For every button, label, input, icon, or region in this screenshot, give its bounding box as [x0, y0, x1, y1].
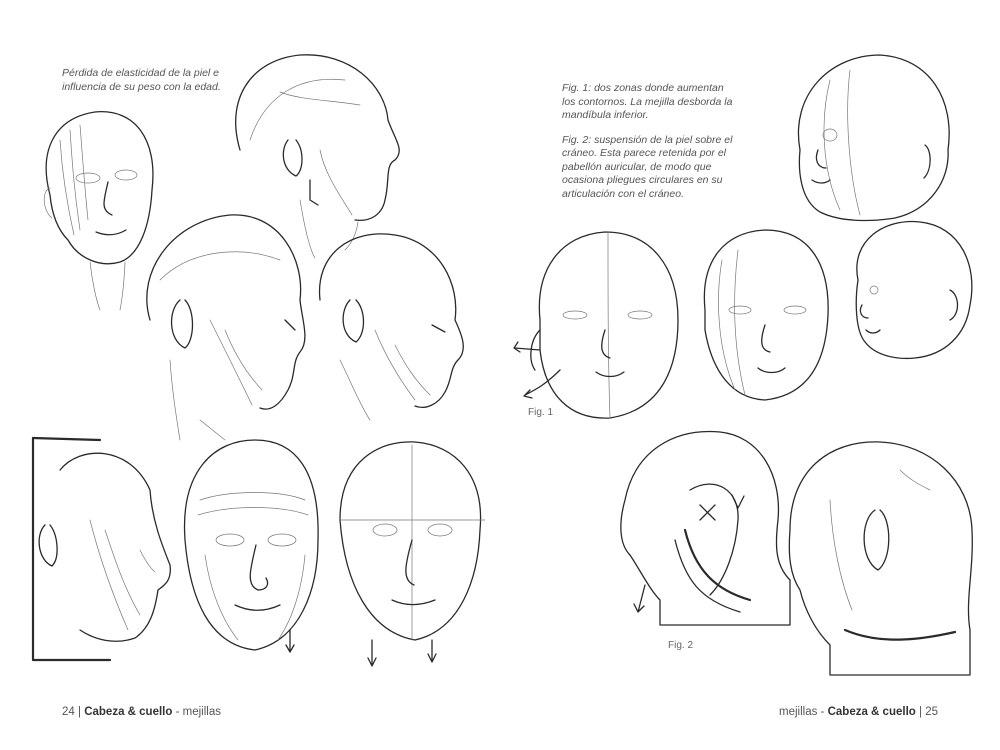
left-folio-section: Cabeza & cuello	[84, 706, 173, 718]
left-folio-subsection: mejillas	[182, 706, 221, 718]
fig1-baby-front-variant	[704, 230, 828, 400]
fig1-baby-front	[514, 232, 678, 418]
folio-dash-right: -	[820, 706, 825, 718]
right-page-number: 25	[925, 706, 938, 718]
sketch-profile-top	[236, 55, 400, 258]
sketch-baby-three-quarter	[798, 55, 949, 220]
fig2-label: Fig. 2	[668, 640, 694, 651]
folio-separator-right: |	[919, 706, 922, 718]
right-sketches	[500, 0, 1000, 750]
right-page	[500, 0, 1000, 750]
fig1-label: Fig. 1	[528, 407, 554, 418]
right-folio	[779, 706, 938, 718]
sketch-baby-profile	[856, 222, 972, 359]
left-page-number: 24	[62, 706, 75, 718]
sketch-profile-middle-left	[147, 215, 305, 440]
right-folio-subsection: mejillas	[779, 706, 818, 718]
sketch-front-skull	[340, 442, 485, 666]
fig2-caption: Fig. 2: suspensión de la piel sobre el cráneo. Esta parece retenida por el pabellón auricular, de modo que ocasiona pliegues circulares en su articulación con el cráneo.	[562, 133, 733, 200]
fig2-head-profile	[789, 442, 972, 675]
folio-separator: |	[78, 706, 81, 718]
sketch-old-man-three-quarter	[44, 112, 153, 310]
sketch-front-elderly	[185, 440, 319, 652]
fig2-head-suspension	[621, 432, 790, 625]
left-caption: Pérdida de elasticidad de la piel e influencia de su peso con la edad.	[62, 67, 221, 93]
right-folio-section: Cabeza & cuello	[827, 706, 916, 718]
folio-dash: -	[175, 706, 180, 718]
fig1-caption: Fig. 1: dos zonas donde aumentan los contornos. La mejilla desborda la mandíbula inferior.	[562, 82, 733, 121]
sketch-profile-middle-right	[320, 234, 464, 420]
left-folio	[62, 706, 221, 718]
sketch-profile-bottom-left	[33, 438, 170, 660]
